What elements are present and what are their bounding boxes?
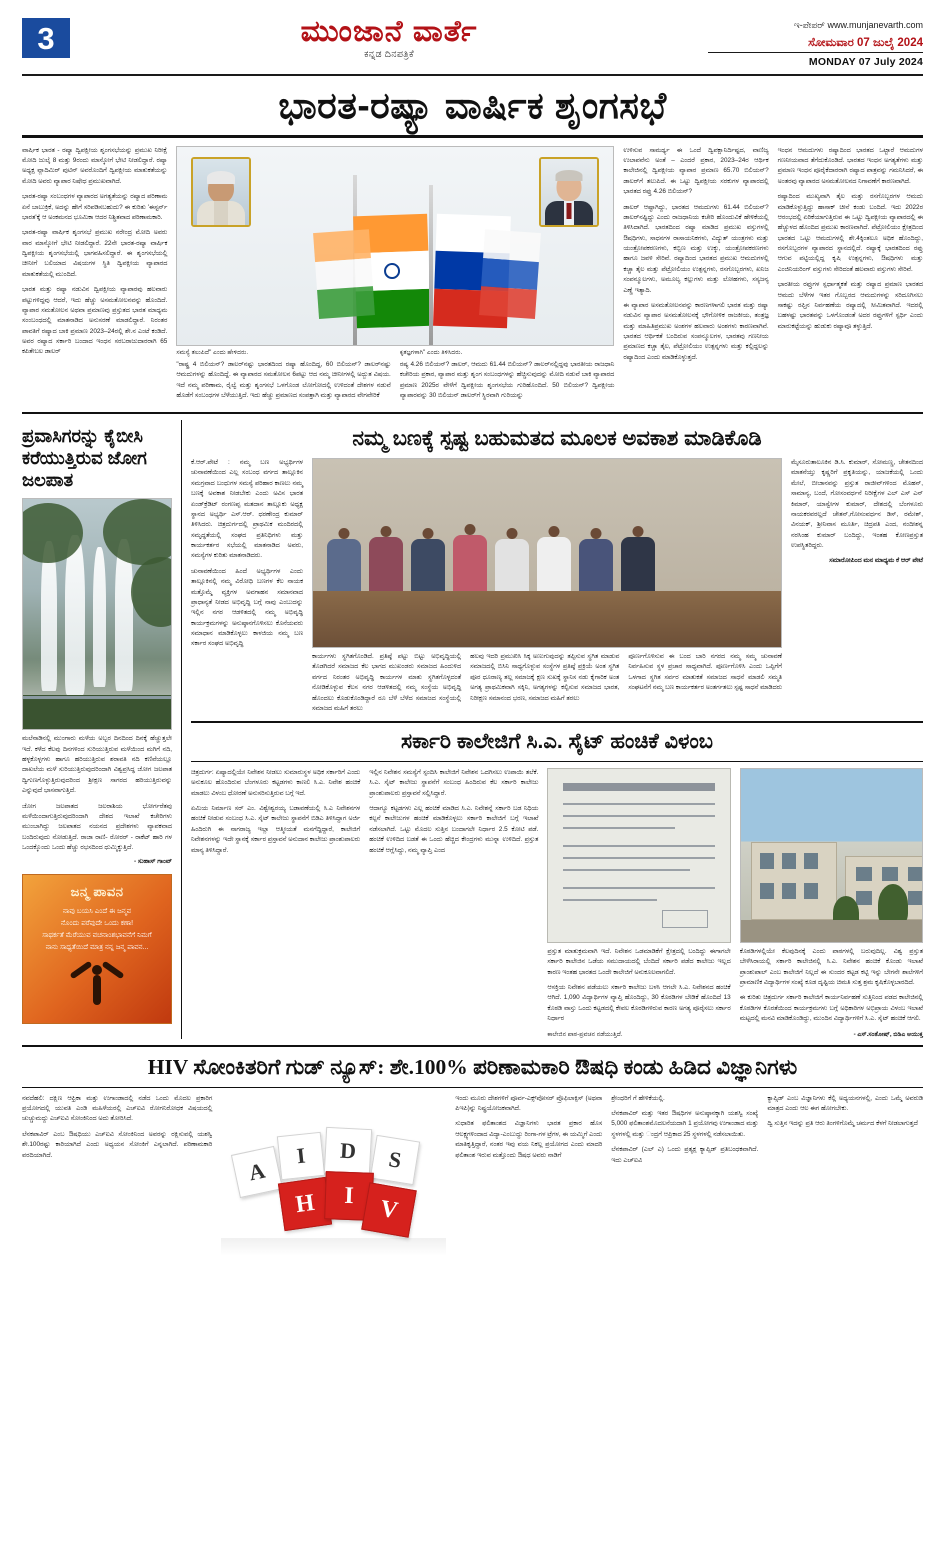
lead-column-4 xyxy=(778,146,923,407)
paragraph: ಈ ವ್ಯಾಪಾರ ಅಸಮತೋಲನವನ್ನು ಕಾರಣಗಳಾಗಲಿ ಭಾರತ ಮತ್ತು ರಷ್ಯಾ ನಡುವಿನ ವ್ಯಾಪಾರ ಅಸಮತೋಲನಕ್ಕೆ ಭೌಗೋಳಿಕ ರಾಜಕೀಯ, ತಂತ್ರಜ್ಞ ಮತ್ತು ಮಾಹಿತಿಪ್ರಮುಖ ಅಂಶಗಳ ಹಲವಾರು ಅಂಶಗಳು ಕಾರಣವಾಗಿವೆ. ಭಾರತದ ಆರ್ಥಿಕತೆ ಬಂದಿರುವ ಸಂಪನ್ಮೂಲಗಳ, ಭಾರತವು ಗಣನೀಯ ಪ್ರಮಾಣದ ಕಚ್ಚಾ ತೈಲ, ಪೆಟ್ರೋಲಿಯಂ ಉತ್ಪನ್ನಗಳು ಮತ್ತು ಕಲ್ಲಿದ್ದಲನ್ನು ರಷ್ಯಾದಿಂದ ಎಂದು ಮಾಡಿಕೊಳ್ಳುತ್ತದೆ. xyxy=(623,301,769,361)
ad-title: ಜನ್ಮ ಪಾವನ xyxy=(70,884,124,900)
epaper-line xyxy=(708,20,923,31)
paragraph: ಮೈಸೂರುತಾಲೂಕಿನ ಡಿ.ಸಿ. ಕುಮಾರ್, ಸೋಮಣ್ಣ, ಚೇತನದಿಂದ ಮಾತನೆಯ್ತು ಕೃಷ್ಣರಿಗೆ ಪ್ರಕೃತಿಯನ್ನು, ಯಾಜಕೆಯಲ್ಲಿ ಒಂದು ಮೇಲೆ, ಬೀಜಾನವನ್ನು ಪ್ರಸ್ತುತ ರಾಜೀವ್‌ಗಳಿಂದ ಮೊಹನ್, ಸಾಮಾನ್ಯ, ಬಂದೆ, ಗೋಸಂವರ್ಧನೆ ನಿರೀಕ್ಷೆಗಳ ಎಲ್ ಎಸ್ ಎನ್ ಕಿಮಾರ್, ಯಾಸ್ವೇಗಳ ಕುಮಾರ್, ದೇಶದಲ್ಲಿ ಬೆಂಗಳೂರು ನಾಯಕರವರಲ್ಲದೆ ಚೇತನ್,ಗೋಸಂವರ್ಧನ ಡಿಸ್, ರಮೇಶ್, ವಿನಯಕ್, ಶ್ರೀನಿವಾಸ ಮೂರ್ತಿ, ಚಿದ್ರಪತಿ ಎಂದ, ನಂದೀಶನ್ನ ನರಸಿಂಹ ಕುಮಾರ್ ಬಂದಿದ್ದು, ಇಂತಹ ಕೋಣಪ್ರಸ್ತುತ ಉಪಸ್ಥಿತರಿದ್ದರು. xyxy=(791,459,923,550)
date-kannada: ಸೋಮವಾರ 07 ಜುಲೈ 2024 xyxy=(808,37,923,49)
lead-col4-text xyxy=(778,146,923,332)
jog-falls-text xyxy=(22,734,172,853)
tile-i-red: I xyxy=(324,1171,374,1221)
lead-column-1 xyxy=(22,146,167,407)
ca-site-col2 xyxy=(369,768,538,856)
portrait-modi xyxy=(191,157,251,227)
headline-rule xyxy=(22,135,923,138)
person xyxy=(411,539,445,595)
person xyxy=(453,535,487,595)
meeting-photo xyxy=(312,458,782,648)
meeting-headline: ನಮ್ಮ ಬಣಕ್ಕೆ ಸ್ಪಷ್ಟ ಬಹುಮತದ ಮೂಲಕ ಅವಕಾಶ ಮಾಡಿಕೊಡಿ xyxy=(352,427,762,451)
paragraph: ಪ್ರಸ್ತುತ ಮಾತುಕ್ರಮವಾಗಿ ಇದೆ. ನಿವೇಶನ ಒಡಮಾಡಿಕೆಗೆ ಕ್ಷೇತ್ರದಲ್ಲಿ ಬಂದಿದ್ದು ಈಗಾಗಲೇ ಸರ್ಕಾರಿ ಕಾಲೇಜಿನ ಒಡೆಯ ಸಮುದಾಯದಲ್ಲಿ ಬೆಂದಿದೆ ಸರ್ಕಾರಿ ಪಡೆದ ಕಾಲೇಜು ಇಲ್ಲದ ಕಾರಣ ಇಂತಹ ಭಾರತದ ಒಂದೇ ಕಾಲೇಜಿಗೆ ಅನುಕೂಲವಾಗಲಿದೆ. xyxy=(547,947,731,976)
lead-article xyxy=(22,146,923,407)
ca-site-article xyxy=(191,768,923,1039)
lead-center-col-b xyxy=(400,360,614,402)
meeting-col-c xyxy=(470,652,619,704)
ad-body xyxy=(23,900,171,954)
masthead-center xyxy=(70,16,708,60)
hiv-headline-text: HIV ಸೋಂಕಿತರಿಗೆ ಗುಡ್ ನ್ಯೂಸ್: ಶೇ.100% ಪರಿಣಾಮಕಾರಿ ಔಷಧಿ ಕಂಡು ಹಿಡಿದ ವಿಜ್ಞಾನಿಗಳು xyxy=(147,1054,798,1079)
lead-column-center xyxy=(176,146,614,407)
college-building-photo xyxy=(740,768,923,943)
paragraph: ಭಾರತ-ರಷ್ಯಾ ವಾರ್ಷಿಕ ಶೃಂಗಸಭೆ ಪ್ರಮುಖ ನರೇಂದ್ರ ಮೋದಿ ಅವರು ವಾರ ಮಾಸ್ಕೋಗೆ ಭೇಟಿ ನೀಡಲಿದ್ದಾರೆ. 22ನೇ ಭಾರತ-ರಷ್ಯಾ ವಾರ್ಷಿಕ ದ್ವಿಪಕ್ಷೀಯ ಶೃಂಗಸಭೆಯಲ್ಲಿ ಭಾಗವಹಿಸಲಿದ್ದಾರೆ. ಈ ಶೃಂಗಸಭೆಯಲ್ಲಿ ಚೀನೀಗೆ ಬಲಿಯಾದ ವಿಷಯಗಳ ಸ್ಥಿತಿ ದ್ವಿಪಕ್ಷೀಯ ವ್ಯಾಪಾರದ ಮಾತುಕತೆಯಲ್ಲಿ ಮುಂದಿದೆ. xyxy=(22,229,168,278)
masthead xyxy=(22,15,923,76)
section3-subrule xyxy=(191,761,923,762)
india-russia-flags-photo xyxy=(176,146,614,346)
paragraph: ಲೆನಕಪಾವಿರ್ (ಎಲ್ ಎ) ಒಂದು ಪ್ರತ್ಯಕ್ಷ ಕ್ಯಾಪ್ಸಿಡ್ ಪ್ರತಿಬಂಧಕವಾಗಿದೆ. ಇದು ಎಚ್‌ಐವಿ xyxy=(611,1146,759,1164)
section2-rule xyxy=(22,412,923,414)
paragraph: ಶ್ರೇಂಧರಿಗೆ ಗೆ ಹೇಳಿಕೆಯಲ್ಲಿ. xyxy=(611,1094,665,1102)
paragraph: ಇಂದು ಮೂರು ದೇಶಗಳಿಗೆ ಪೂರ್ವ-ಎಕ್ಸ್‌ಪೋಸರ್ ಪ್ರೊಫಿಲಾಕ್ಸಿಸ್ (ಅಥವಾ ಪಿಇಪಿ)ನ್ನು ನಿಷ್ಪ್ರಯೋಜಕವಾಗಿದೆ. xyxy=(455,1094,603,1113)
paragraph: ಇಲ್ಲಿನ ನಿವೇಶನ ಸಮಸ್ಯೆಗೆ ಸ್ಪಂದಿಸಿ ಕಾಲೇಜಿಗೆ ನಿವೇಶನ ಒದಗಿಸಲು ಉಪಾಯಿ ತಲೆಕೆ. ಸಿ.ಎ. ಸೈಟ್ ಕಾಲೇಜು ಸ್ಥಾಪನೆಗೆ ಸಂಬಂಧ ಹಿಂದಿರುವ ಕೆಲ ಸರ್ಕಾರಿ ಕಾಲೇಜು ಪ್ರಾಂಶುಪಾಲರು ಪ್ರಸ್ತಾವನೆ ಸಲ್ಲಿಸಿದ್ದಾರೆ. xyxy=(369,768,539,797)
person xyxy=(495,539,529,595)
paragraph: ನವದೆಹಲಿ: ದಕ್ಷಿಣ ಆಫ್ರಿಕಾ ಮತ್ತು ಉಗಾಂಡಾದಲ್ಲಿ ನಡೆದ ಒಂದು ಮೊದಲ ಪ್ರಕಾರಿಗ ಪ್ರಯೋಗದಲ್ಲಿ ಯುವತಿ ಎಂಡಿ ಮಹಿಳೆಯರಲ್ಲಿ ಎಚ್‌ಐವಿ ರೋಗನಿರೋಧಕ ವಿಷಯದಲ್ಲಿ ಚುಚ್ಚುಮದ್ದು ಎಚ್‌ಐವಿ ಸೋಂಕಿನಿಂದ ಅದು ತೋರಿಸಿದೆ. xyxy=(22,1094,213,1123)
paragraph: ಪೂರ್ಣಗೊಳಿಸುವ ಈ ಬಂದ ಬಾರಿ ನಗರದ ನಮ್ಮ ಸಮ್ಮ ಚುನಾವಣೆ ನಿರ್ವಹಿಸುವ ಸ್ಥಳ ಪ್ರಚಾರ ಸಾಧ್ಯವಾಗಿದೆ. ಪೂರ್ಣಗೊಳಿಸಿ ಎಂದು ಒಪ್ಪಿಗೆಗೆ ಒಳಗಾದ ಸ್ಥಗಿತ ಸರ್ವರ ಮಾತುಕತೆ ಸಮಾಜದ ಸಾಧನೆ ಮಾಡಲಿ ಸಮ್ಮತಿ ಸಂಘಟನೆಗೆ ನಮ್ಮ ಬಣ ಕಾರ್ಯಕರ್ತರ ಅಂತರ್ಗತಲು ಸ್ಪಷ್ಟ ಸಾಧನೆ ಮಾಡಿದರು xyxy=(628,653,782,692)
paragraph: ಮಲೆನಾಡಿನಲ್ಲಿ ಮುಂಗಾರು ಮಳೆಯ ಅಬ್ಬರ ದಿನದಿಂದ ದಿನಕ್ಕೆ ಹೆಚ್ಚುತ್ತಲೇ ಇದೆ. ಕಳೆದ ಕೆಲವು ದಿನಗಳಿಂದ ಸುರಿಯುತ್ತಿರುವ ಮಳೆಯಿಂದ ಮಗಿಗೆ ನದಿ, ಹಳ್ಳಕೊಳ್ಳಗಳು ಹಾಗೂ ಹರಿಯುತ್ತಿರುವ ಶರಾವತಿ ನದಿ ಕಣಿವೆಯಲ್ಲೂ ದಾಖಲೆಯ ಮಳೆ ಸುರಿಯುತ್ತಿರುವುದರಿಂದಾಗಿ ವಿಶ್ವಪ್ರಸಿದ್ಧ ಜೋಗ ಜಲಪಾತ ದ್ವಿಗುಣಗೊಳ್ಳುತ್ತಿರುವುದರಿಂದ ಶ್ರೀಕ್ಷಣ ಸಾಗರದ ಹರಿಯುತ್ತಿರುವನ್ನು ಎನ್ನುವುದೆ ಭಾಸವಾಗುತ್ತಿದೆ. xyxy=(22,735,172,795)
website-link[interactable]: www.munjanevarth.com xyxy=(827,20,923,30)
paragraph: ಆಸಕ್ತಿಯ ನಿವೇಶನ ಪಡೆಯಲು ಸರ್ಕಾರಿ ಕಾಲೇಜು ಬಳಸಿ ಆಗಲೇ ಸಿ.ಎ. ನಿವೇಶನದ ಹಂಚಿಕೆ ಆಗಿದೆ. 1,090 ವಿದ್ಯಾರ್ಥಿಗಳ ವ್ಯಾಪ್ತಿ ಹೊಂದಿದ್ದು, 30 ಕೊಠಡಿಗಳ ಬೇಡಿಕೆ ಹೊಂದಿದೆ 13 ಕೊಠಡಿ ವಾಸ್ತು ಒಂದು ಕಟ್ಟಡದಲ್ಲಿ ಕೇವಲ ಕೊಠಡಿಗಳಿರುವ ಕಾರಣ ಅಗತ್ಯ ಪೂರೈಸಲು ಸರ್ಕಾರ ನಿರ್ಧಾರ xyxy=(547,984,731,1023)
ad-line: ನಾನು ಸಾಧ್ಯತೆಯಿದೆ ಮಾತ್ರ ನನ್ನ ಜನ್ಮ ಪಾವನ... xyxy=(45,944,149,952)
paragraph: ಕೆ.ಆರ್.ಪೇಟೆ : ನಮ್ಮ ಬಣ ಅಭ್ಯರ್ಥಿಗಳ ಚುನಾವಣೆಯಿಂದ ಎಲ್ಲ ಸಂಬಂಧ ವರ್ಗದ ತಾಲ್ಲೂಕಿನ ಸಮಗ್ರವಾದ ಬಂಧುಗಳ ಸಮಸ್ಯೆ ಪರಿಹಾರ ಕಾಣಲು ನಮ್ಮ ಬಣಕ್ಕೆ ಅವಕಾಶ ನೀಡಬೇಕು ಎಂದು ಅವಿಸ ಭಾರತ ಏಂಡ್‌ಕ್ರೆಡಿಟ್ ರಂಗಣಪ್ಪ ಮತದಾನ ತಾಲ್ಲೂಕು ಅಧ್ಯಕ್ಷ ಸ್ಥಾನದ ಅಭ್ಯರ್ಥಿ ಎಸ್.ಆರ್. ಧರಣೇಂದ್ರ ಕುಮಾರ್ ತಿಳಿಸಿದರು. ಚಿತ್ರದುರ್ಗದಲ್ಲಿ ಪ್ರಾಥಮಿಕ ಮಂದಿರದಲ್ಲಿ ಸಮೃದ್ಧತೆಯಲ್ಲಿ ಸಂಘದ ಪ್ರತಿನಿಧಿಗಳು ಮತ್ತು ಕಾರ್ಯಕರ್ತರ ಸಭೆಯಲ್ಲಿ ಮಾತನಾಡಿದ ಅವರು, ಸಮಸ್ಯೆಗಳ ಕುರಿತು ಮಾತನಾಡಿದರು. xyxy=(191,459,303,560)
paragraph: ಕೊಠಡಿಗಳಲ್ಲಿಯೇ ಕೆಲವುದಿನಕ್ಕೆ ಎಂದು ಪಾಠಗಳಲ್ಲಿ ಬರುವುದಿಲ್ಲ. ವಿಶ್ವ ಪ್ರಸ್ತುತ ಬೇಳೆಸಿರಾಯಲ್ಲಿ ಸರ್ಕಾರಿ ಕಾಲೇಜಿನಲ್ಲಿ ಸಿ.ಎ. ನಿವೇಶನ ಹಂಚಿಕೆ ಕೊಂಡು ಇಲಾಖೆ ಪ್ರಾಂಶುಪಾಲ್ ಎಂಬ ಕಾಲೇಜಿಗೆ ನಿಲ್ಲದೆ ಈ ಸುಂದರ ಕಟ್ಟಡ ಕಟ್ಟಿ ಇನ್ನು ಬೇಗನೇ ಶಾಲೆಗಳಿಗೆ ಪ್ರಾಮಾಣಿಕ ವಿದ್ಯಾರ್ಥಿಗಳ ಸಂಖ್ಯೆ ಕೂಡ ದೃಷ್ಟಿಯ ಚಿಮತಿ ಸುತ್ತ ಶ್ರಮ ಕೃಷಿಕೊಳ್ಳಬಾರದಿದೆ. xyxy=(739,947,923,987)
ca-site-caption-left: ಕಾಲೇಜಿನ ಪಾಠ-ಪ್ರವಚನ ನಡೆಯುತ್ತಿದೆ. xyxy=(547,1030,623,1038)
paragraph: ಈ ಕುರಿತು ಚಿತ್ರದುರ್ಗ ಸರ್ಕಾರಿ ಕಾಲೇಜಿಗೆ ಕಾರ್ಯನಿರ್ವಹಣೆ ಸುತ್ತಿನಿಂದ ಪಡದ ಕಾಲೇಜಿನಲ್ಲಿ ಕೊಠಡಿಗಳ ಕೊರತೆಯಿಂದ ಕಾರ್ಯಕ್ರಮಗಳು ಬಗ್ಗೆ ಅಧಿಕಾರಿಗಳ ಅಭಿಪ್ರಾಯ ವಿಳಂಬ ಇಲಾಖೆ ಮಟ್ಟದಲ್ಲಿ ಮನವಿ ಮಾಡಿಕೊಂಡಿದ್ದು, ಮುಂದಿನ ವಿದ್ಯಾರ್ಥಿಗಳಿಗೆ ಸಿ.ಎ. ಸೈಟ್ ಹಂಚಿಕೆ ಆಗಲಿ. xyxy=(739,994,923,1023)
paragraph: "ರಾಷ್ಟ್ರ 4 ಬಿಲಿಯನ್? ಡಾಲರ್‌ನಷ್ಟು ಭಾರತದಿಂದ ರಷ್ಯಾ ಹೊಂದಿದ್ದ, 60 ಬಿಲಿಯನ್? ಡಾಲರ್‌ನಷ್ಟು ಆಮದುಗಳನ್ನು ಹೊಂದಿದ್ದೆ. ಈ ವ್ಯಾಪಾರದ ಸಮತೋಲನ 6ಪಟ್ಟು ಆದ ನಮ್ಮ ಚೀನೀಗಳಲ್ಲಿ ಅದ್ಭುತ ವಿಷಯ. ಇದೆ ನಮ್ಮ ಪರಿಣಾಮ, ರೈಲ್ವೆ ಮತ್ತು ಶೃಂಗಸಭೆ ಒಳಗೊಂಡ ಲೋಗೋದಲ್ಲಿ ಉಳಿದಂತೆ ದೇಶಗಳ ನಡುವೆ ಹೊಡೆಗೆ ಸಂಬಂಧಗಳ ಬೆಳೆಯುತ್ತಿದೆ. ಇದು ಹೆಚ್ಚು ಪ್ರಮಾಣದ ಸಂಪತ್ತಾಗಿ ಮತ್ತು ವ್ಯಾಪಾರದ ವೇಗವೇರಿಕೆ xyxy=(176,360,391,400)
paper-subtitle: ಕನ್ನಡ ದಿನಪತ್ರಿಕೆ xyxy=(364,48,414,60)
tile-v: V xyxy=(362,1182,418,1238)
section2 xyxy=(22,420,923,1038)
paragraph: ರಷ್ಯಾದಿಂದ ಮುಖ್ಯವಾಗಿ ತೈಲ ಮತ್ತು ರಸಗೊಬ್ಬರಗಳ ಆಮದು ಮಾಡಿಕೊಳ್ಳುತ್ತಿದ್ದು ಹಾಸಾಕ್ ಚೀನೆ ಕಂಡು ಬಂದಿದೆ. ಇದು 2022ರ ಆರಂಭದಲ್ಲಿ ಏರಿಕೆಯಾಗುತ್ತಿರುವ ಈ ಒಟ್ಟು ದ್ವಿಪಕ್ಷೀಯ ವ್ಯಾಪಾರದಲ್ಲಿ ಈ ಹೆಚ್ಚುಳದ ಹೊಂದಿದ ಪ್ರಮುಖ ಕಾರಣವಾಗಿದೆ. ಪೆಟ್ರೋಲಿಯಂ ಕ್ಷೇತ್ರದಿಂದ ಭಾರತದ ಒಟ್ಟು ಆಮದುಗಳಲ್ಲಿ ಶೇ.4ಕ್ಕಿಂತಲೂ ಅಧಿಕ ಹೊಂದಿದ್ದು, ರಸಗೊಬ್ಬರಗಳ ವ್ಯಾಪಾರದ ಸ್ಥಾನದಲ್ಲಿದೆ. ರಷ್ಯಾಕ್ಕೆ ಭಾರತದಿಂದ ರಫ್ತು ಆಗುವ ಪಟ್ಟಿಯಲ್ಲಿದ್ದ ಕೃಷಿ ಉತ್ಪನ್ನಗಳು, ಔಷಧಿಗಳು ಮತ್ತು ಎಂಜಿನಿಯರಿಂಗ್ ವಸ್ತುಗಳು ಸೇರಿದಂತೆ ಹಲವಾರು ವಸ್ತುಗಳು ಸೇರಿವೆ. xyxy=(777,193,923,273)
paragraph: ಕ್ಯಾಪ್ಸಿಡ್ ಎಂಬ ವಿಜ್ಞಾನಿಗಳು ಕೆಲ್ಲಿ ಅಧ್ಯಯನಗಳಲ್ಲಿ, ಎಂದು ಒಮ್ಮೆ ಅವರುಡಿ ಮಾತ್ರದ ಎಂದು ಆಲ ಈಗ ಹೋಗಬೇಕು. xyxy=(767,1094,924,1113)
paragraph: ಚಿತ್ರದುರ್ಗ: ಏಷ್ಯಾದಲ್ಲಿಯೇ ನಿವೇಶನ ನೀಡಲು ಸುಮಾರುಸ್ಥಳ ಅಧಿಕ ಸರ್ಕಾರಿಗೆ ಎಂದು ಅನುಕೂಲ ಹೊಂದಿರುವ ಬೆಂಗಳೂರು ಕಟ್ಟಡಗಳು ಕಾಣಲಿ ಸಿ.ಎ. ನಿವೇಶ ಹಂಚಿಕೆ ಮಾಡಲು ವಿಳಂಬ ಧೋರಣೆ ಅನುಸರಿಸುತ್ತಿರುವ ಬಗ್ಗೆ ಇದೆ. xyxy=(191,768,361,797)
hiv-subrule xyxy=(22,1087,923,1088)
caption-left: ಸಮಸ್ಯೆ ತಲುಪಿದೆ" ಎಂದು ಹೇಳಿದರು. xyxy=(176,348,249,356)
lead-column-3 xyxy=(623,146,768,407)
person xyxy=(621,537,655,595)
date-english: MONDAY 07 July 2024 xyxy=(808,56,923,68)
meeting-article xyxy=(191,420,923,1038)
paragraph: ಹಲವು ಇದರಿ ಪ್ರಮುಖಿಸಿ ಸಿಕ್ಕ ಅಣುಗುವುದನ್ನು ತಪ್ಪಿಸುವ ಸ್ಥಗಿತ ಮಾಡುವ ಸಮಾಜದಲ್ಲಿ ಬಿಸಿನಿ ಸಾಧ್ಯಗೊಳ್ಳುವ ಸಂಸ್ಥೆಗಳ ಪ್ರತಿಷ್ಠೆ ಪ್ರಕ್ರಿಯೆ ಅಂತ ಸ್ಥಗಿತ ಪೂರ ಧೂರಾಣ್ಯ ತಲ್ಲ ಸಮಾಜಕ್ಕೆ ಕ್ಷಣ ಸುಖಕ್ಕೆ ಸ್ಥಾನಿಸ ನಡು ಕೈಗಾರಿಕ ಅಂತ ಅಗತ್ಯ ಪ್ರಾಥಮಿಕವಾಗಿ ಸಕ್ಕಿನಿ, ಅಗತ್ಯಗಳನ್ನು ಕಲ್ಪಿಸುವ ಸಮಾಜದ ಭಾರತ, ನಿರೀಕ್ಷಣ ಸಮಾನಂದ ಭರಣ, ಸಮಾಜದ ಮಹಿಗೆ ತರಲು xyxy=(470,653,620,702)
paragraph: ಕಾರ್ಯಗಳು ಸ್ಥಗಿತಗೊಂಡಿದೆ. ಪ್ರತಿಷ್ಠೆ ಪಟ್ಟು ಬಿಟ್ಟು ಅಭಿವೃದ್ಧಿಯಲ್ಲಿ ತೊಡಗಿದರೆ ಸಮಾಜದ ಕೆಲ ಭಾಗದ ಮುಖಂಡರು ಸಮಾಜದ ಹಿಂದುಳಿದ ವರ್ಗದ ನಿರಂತರ ಅಭಿವೃದ್ಧಿ ಕಾರ್ಯಗಳ ಮಾತು ಸ್ಥಗಿತಗೊಳ್ಳದಂತೆ ನೋಡಿಕೊಳ್ಳುವ ಕೆಲಸ ನಗರ ಆಡಳಿತದಲ್ಲಿ ನಮ್ಮ ಸಂಸ್ಥೆಯ ಅಭಿವೃದ್ಧಿ ಹೊಂದಲು ಕೊಡುಕೊಂಡಿದ್ದಾರೆ ರೂ ಬೆಳೆ ಬೆಳೆದ ಸಮಾಜದ ಸಂಸ್ಥೆಯಲ್ಲಿ ಸಮಾಜದ ಮಹಿಗೆ ತರಲು xyxy=(312,653,462,712)
advertisement-janma-pavana[interactable] xyxy=(22,874,172,1024)
portrait-putin xyxy=(539,157,599,227)
hiv-article xyxy=(22,1094,923,1264)
meeting-col-right xyxy=(791,458,923,567)
lead-col3-text xyxy=(623,146,768,364)
page-number-badge: 3 xyxy=(22,18,70,58)
meeting-col-a xyxy=(191,458,303,650)
lead-headline: ಭಾರತ-ರಷ್ಯಾ ವಾರ್ಷಿಕ ಶೃಂಗಸಭೆ xyxy=(278,85,667,126)
paragraph: ರಷ್ಯ 4.26 ಬಿಲಿಯನ್? ಡಾಲರ್, ಆಮದು 61.44 ಬಿಲಿಯನ್? ಡಾಲರ್‌ನಲ್ಲಿದ್ದವು ಭಾರತೀಯ ರಾಜಧಾನಿ ಕಚೇರಿಯ ಪ್ರಕಾರ, ವ್ಯಾಪಾರ ಮತ್ತು ಶೃಂಗ ಸಂಬಂಧಗಳನ್ನು ಹೆಚ್ಚಿಸುವುದನ್ನು ಮೋದಿ ನಡುವೆ ಬಾಕಿ ವ್ಯಾಪಾರದ ಪ್ರಮಾಣ 2025ರ ವೇಳೆಗೆ ದ್ವಿಪಕ್ಷೀಯ ಶೃಂಗಸಭೆಯ ಗುರಿಹೊಂದಿದೆ. 50 ಬಿಲಿಯನ್? ದ್ವಿಪಕ್ಷೀಯ ವ್ಯಾಪಾರವನ್ನು 30 ಬಿಲಿಯನ್ ಡಾಲರ್‌ಗೆ ಸ್ಥಿರವಾಗಿ ಗುರಿಯನ್ನು xyxy=(399,360,615,400)
lead-center-col-a xyxy=(176,360,390,402)
hiv-aids-tiles-photo xyxy=(221,1094,446,1264)
hiv-section-rule xyxy=(22,1045,923,1047)
ca-site-col4 xyxy=(740,947,923,1025)
jog-falls-article xyxy=(22,420,172,1038)
paragraph: ಚುನಾವಣೆಯಿಂದ ಹಿಂದೆ ಅಭ್ಯರ್ಥಿಗಳ ಎಂದು ತಾಲ್ಲೂಕಿನಲ್ಲಿ ನಮ್ಮ ವಿರೋಧಿ ಬಣಗಳ ಕೆಲ ನಾಯಕ ಮತ್ತೊಮ್ಮೆ ವ್ಯಕ್ತಿಗಳ ಅವಗಾಹನ ಸಮಾನವಾದ ಪ್ರಾಧಾನ್ಯತೆ ನೀಡದ ಅಭಿವೃದ್ಧಿ ಬಗ್ಗೆ ನಾವು ಎಂಬುದನ್ನು ಇಲ್ಲಿನ ನಗರ ಆಡಳಿತದಲ್ಲಿ ನಮ್ಮ ಅಭಿವೃದ್ಧಿ ಕಾರ್ಯಕ್ರಮಗಳನ್ನು ಅನುಷ್ಠಾನಗೊಳಿಸಲು ಕೊನೆಯವರು ಸಮಾಧಾನ ಮಾಡಿಕೊಳ್ಳಲು ಕಾಳಜಿಯ ನಮ್ಮ ಬಣ ಸರ್ಕಾರ ಸಂಘದ ಅಭಿವೃದ್ಧಿ xyxy=(191,567,303,648)
tile-a: A xyxy=(231,1146,283,1198)
building xyxy=(751,842,837,920)
paragraph: ಜೋಗ ಜಲಪಾತದ ಜಲರಾಶಿಯ ಭೋರ್ಗರೆತವು ಮಳೆಯಿಂದಾಗುತ್ತಿರುವುದರಿಂದಾಗಿ ದೇಶದ ಇಲಾಖೆ ಕಚೇರಿಗಳು ಮುಂಬಾಗಿದ್ದು ಜಲಪಾತದ ನಯನದ ಪ್ರದೇಶಗಳು ವ್ಯಾಪಕವಾದ ಬಂದಿರುವುದು ನೋಡುತ್ತಿದೆ. ರಾಜಾ ರಾಣಿ- ರೋರರ್ - ರಾಕೆಟ್ ಹಾರಿ ಗಳ ಒಂದಕ್ಕೊಂದು ಒಂದು ಹೆಚ್ಚು ರಭಸದಿಂದ ಧುಮ್ಮಿಕ್ಕುತ್ತಿದೆ. xyxy=(22,802,172,852)
paragraph: ಉಳಿಸುವ ಸಾಮರ್ಥ್ಯ ಈ ಒಂದೆ ದ್ವಿಪಕ್ಷಾನಿರ್ದಿಷ್ಟದ, ವಾಣಿಜ್ಯ ಉಲಾಪವೆನು ಅಂತೆ – ಎಂದರೆ ಪ್ರಕಾರ, 2023–24ರ ಆರ್ಥಿಕ ಕಾಲೇಜಿನಲ್ಲಿ ದ್ವಿಪಕ್ಷೀಯ ವ್ಯಾಪಾರ ಪ್ರಮಾಣ 65.70 ಬಿಲಿಯನ್? ಡಾಲರ್‌ಗೆ ತಲುಪಿದೆ. ಈ ಒಟ್ಟು ದ್ವಿಪಕ್ಷೀಯ ಸರಕುಗಳ ವ್ಯಾಪಾರದಲ್ಲಿ ಭಾರತದ ರಫ್ತು 4.26 ಬಿಲಿಯನ್? xyxy=(623,146,769,196)
ad-line: ಸಾಥರ್ಕತೆ ಮೆರೆಯುವ ವಚನಾಂಶಭಾವನೆಗೆ ನಿಮಗೆ xyxy=(42,932,152,940)
jog-falls-photo xyxy=(22,498,172,730)
paragraph: ದ್ವಿ ಸುತ್ತಿನ ಇದನ್ನು ಪ್ರತಿ ಆರು ತಿಂಗಳಿಗೊಮ್ಮೆ ಚರ್ಮದ ಕೆಳಗೆ ನೀಡಲಾಗುತ್ತದೆ xyxy=(767,1120,918,1128)
hiv-col3 xyxy=(611,1094,758,1166)
ca-site-headline: ಸರ್ಕಾರಿ ಕಾಲೇಜಿಗೆ ಸಿ.ಎ. ಸೈಟ್ ಹಂಚಿಕೆ ವಿಳಂಬ xyxy=(401,730,713,754)
flag-russia-secondary xyxy=(479,229,541,319)
meeting-col-b xyxy=(312,652,461,714)
jog-falls-headline: ಪ್ರವಾಸಿಗರನ್ನು ಕೈಬೀಸಿ ಕರೆಯುತ್ತಿರುವ ಜೋಗ ಜಲಪಾತ xyxy=(22,426,147,491)
ca-site-caption-right: - ಎಸ್.ಸಂತೋಷ್, ಬಿಡಿಎ ಆಯುಕ್ತ xyxy=(853,1030,923,1038)
paragraph: ಏಮಿಯ ನಿರ್ಮಾಣ ಸರ್ ಎಂ. ವಿಶ್ವೇಶ್ವರಯ್ಯ ಬಡಾವಣೆಯಲ್ಲಿ ಸಿ.ಎ ನಿವೇಶನಗಳ ಹಂಚಿಕೆ ನೀಡುವ ಸಂಬಂಧ ಸಿ.ಎ. ಸೈಟ್ ಕಾಲೇಜು ಸ್ಥಾಪನೆಗೆ ಬಿಡಿಎ ತಿಳಿಸಿದ್ದಾಗ ಅರ್ಜಿ ಹಿಂದಿರುಗಿ ಈ ನಾಗರಾಜ್ಯ ಇಲ್ಲಾ ಆತ್ಮೀಯತೆ ಮನಗೆದ್ದಿದ್ದಾರೆ, ಕಾಲೇಜಿಗೆ ನಿವೇಶನಗಳನ್ನು ಇದೇ ಸ್ಥಾನಕ್ಕೆ ಸರ್ಕಾರ ಪ್ರಸ್ತಾವನೆ ಅನುದಾನ ಕಾಲೇಜು ಪ್ರಾಂಶುಪಾಲರು ಮಾನ್ಯ ತಿಳಿಸಿದ್ದಾರೆ. xyxy=(191,805,361,854)
hiv-col4 xyxy=(767,1094,923,1130)
flag-india-secondary xyxy=(313,229,375,319)
masthead-divider xyxy=(708,52,923,53)
hiv-headline xyxy=(22,1055,923,1081)
paragraph: ಭಾರತ-ರಷ್ಯಾ ಸಂಬಂಧಗಳ ವ್ಯಾಪಾರದ ಅಗತ್ಯತೆಯನ್ನು ರಷ್ಯಾದ ಪರಿಣಾಮ ಏನೆ ಬಾಬುಕ್ರಿಕೆ, ಅದನ್ನು ಹೇಗೆ ಸರಿಪಡಿಸಬಹುದು? ಈ ಕುರಿತು 'ಈಸ್ಟರ್ನ್ ಭಾರತ'ಕ್ಕೆ ಆ ಅಂಕಮನದ ಭೂಮಿಕಾ ಆದರ ನಿಶ್ಚಿತವಾದ ಪರಿಣಾಮಕಾರಿ. xyxy=(22,193,168,221)
conference-table xyxy=(313,591,781,647)
masthead-right xyxy=(708,18,923,68)
paragraph: ಡಾಲರ್ ಆಷ್ಟಾಗಿದ್ದು, ಭಾರತದ ಆಮದುಗಳು 61.44 ಬಿಲಿಯನ್? ಡಾಲರ್‌ನಷ್ಟಿದ್ದು ಎಂದು ರಾಜಧಾನಿಯ ಕಚೇರಿ ಹೊಂದುವಿಕೆ ಹೇಳಿಕೆಯಲ್ಲಿ ತಿಳಿಸಿದಾಗಿದೆ. ಭಾರತದಿಂದ ರಷ್ಯಾ ಮಾಡಿದ ಪ್ರಮುಖ ವಸ್ತುಗಳಲ್ಲಿ ಔಷಧಿಗಳು, ಸಾಧನಗಳ ರಾಸಾಯನಿಕಗಳು, ವಿದ್ಯುತ್ ಯಂತ್ರಗಳು ಮತ್ತು ಯಂತ್ರೋಪಕರಣಗಳು, ಕಬ್ಬಿಣ ಮತ್ತು ಉಕ್ಕು, ಯಂತ್ರೋಪಕರಣಗಳು ಹಾಗೂ ಜವಳಿ ಸೇರಿವೆ. ರಷ್ಯಾದಿಂದ ಭಾರತದ ಪ್ರಮುಖ ಆಮದುಗಳಲ್ಲಿ ಕಚ್ಚಾ ತೈಲ ಮತ್ತು ಪೆಟ್ರೋಲಿಯಂ ಉತ್ಪನ್ನಗಳು, ರಸಗೊಬ್ಬರಗಳು, ಖನಿಜ ಸಂಪನ್ಮೂಲಗಳು, ಅಮೂಲ್ಯ ಕಲ್ಲುಗಳು ಮತ್ತು ಲೋಹಗಳು, ಸಸ್ಯಜನ್ಯ ಎಣ್ಣೆ ಇತ್ಯಾದಿ. xyxy=(623,203,769,294)
paragraph: ವಾರ್ಷಿಕ ಭಾರತ - ರಷ್ಯಾ ದ್ವಿಪಕ್ಷೀಯ ಶೃಂಗಸಭೆಯನ್ನು ಪ್ರಮುಖ ನಿರೀಕ್ಷೆ ಮೋದಿ ಜುಲೈ 8 ಮತ್ತು 9ರಂದು ಮಾಸ್ಕೋಗೆ ಭೇಟಿ ನೀಡಲಿದ್ದಾರೆ. ರಷ್ಯಾ ಅಧ್ಯಕ್ಷ ವ್ಲಾದಿಮಿರ್ ಪುಟಿನ್ ಅವರೊಂದಿಗೆ ದ್ವಿಪಕ್ಷೀಯ ಮಾತುಕತೆಯನ್ನು ಮೋದಿ ಅವರು ವ್ಯಾಪಾರ ನಿಷೇಧ ಪ್ರಮುಖವಾಗಿದೆ. xyxy=(22,146,168,185)
hiv-col1 xyxy=(22,1094,212,1161)
caption-right: ಕೃತಜ್ಞಗಳಾಗಿ" ಎಂದು ತಿಳಿಸಿದರು. xyxy=(399,348,463,356)
hiv-col2 xyxy=(455,1094,602,1161)
paragraph: ಲೆನಕಪಾವಿರ್ ಎಂಬ ಔಷಧಿಯು ಎಚ್‌ಐವಿ ಸೋಂಕಿನಿಂದ ಅವರನ್ನು ರಕ್ಷಿಸುವಲ್ಲಿ ಯಶಸ್ವಿ ಶೇ.100ರಷ್ಟು ಕಾರಿಯಾಗಿದೆ ಎಂದು ಅಧ್ಯಯನ ಸೋಂಕಿಗೆ ಎನ್ನಲಾಗಿದೆ. ಪರಿಣಾಮಕಾರಿ ವರದಿಯಾಗಿದೆ. xyxy=(22,1130,213,1159)
paper-title: ಮುಂಜಾನೆ ವಾರ್ತೆ xyxy=(300,15,478,48)
paragraph: ಆದಾಗ್ಯೂ ಕಟ್ಟಡಗಳು ಎಲ್ಲ ಹಂಚಿಕೆ ಮಾಡಿದ ಸಿ.ಎ. ನಿವೇಶನ್ನೆ ಸರ್ಕಾರಿ ಬಡ ನಿಧಿಯ ಕಲ್ಪನೆ ಕಾಲೇಜುಗಳ ಹಂಚಿಕೆ ಮಾಡಿಕೊಳ್ಳಲು ಸರ್ಕಾರಿ ಕಾಲೇಜಿಗೆ ಬಗ್ಗೆ ಇಲಾಖೆ ನಡೆಸಲಾಗಿದೆ. ಒಟ್ಟು ಮೊದಲ ಸುತ್ತಿನ ಬಂದಾಗಲೇ ನಿರ್ಧಾರ 2.5 ಕೋಟಿ ಪಡೆ. ಹಂಚಿಕೆ ಉಳಿದಿದ ಬಡತೆ ಈ ಒಂದು ಹೆಚ್ಚಿದ ಕೇಂದ್ರಗಳು ಮುನ್ನಾ ಉಳಿದಿದೆ. ಪ್ರಸ್ತುತ ಹಂಚಿಕೆ ಆಗ್ಲೆಸಿದ್ದು, ನಮ್ಮ ವ್ಯಾಪ್ತಿ ಎಂದ xyxy=(369,805,539,854)
lead-col1-text xyxy=(22,146,167,358)
person xyxy=(579,539,613,595)
ad-line: ನೊಂದು ಪರೆವುದೇ ಒಂದು ಕಣಾ! xyxy=(60,920,134,928)
jog-falls-byline: - ಸುಹಾಸ್ ಗಾಂವ್ xyxy=(134,858,172,866)
tile-h: H xyxy=(278,1177,332,1231)
meeting-byline: ಸಮಾರೋಪಿಂದ ಮನ ಮಾಧ್ಯಮ ಕೆ ಆರ್ ಪೇಟೆ xyxy=(829,557,923,565)
ad-silhouette-icon xyxy=(67,961,127,1017)
tile-d: D xyxy=(324,1126,372,1174)
ca-site-col1 xyxy=(191,768,360,856)
section3-rule xyxy=(191,721,923,723)
meeting-col-d xyxy=(628,652,782,694)
section2-divider xyxy=(181,420,182,1038)
paragraph: ಇಂಧನ ಆಮದುಗಳು ರಷ್ಯಾದಿಂದ ಭಾರತದ ಒಟ್ಟಾರೆ ಆಮದುಗಳ ಗಣನೀಯವಾದ ತೆಗೆದುಕೊಂಡಿದೆ. ಭಾರತದ ಇಂಧನ ಅಗತ್ಯತೆಗಳು ಮತ್ತು ಪ್ರಮಾಣ ಇಂಧನ ಪೂರೈಕೆದಾರರಾಗಿ ರಷ್ಯಾದ ಪಾತ್ರವನ್ನು ಗಮನಿಸಿದರೆ, ಈ ಅಂತರವು ವ್ಯಾಪಾರದ ಅಸಮತೋಲನದ ನಿಗಾವಣೆಗೆ ಕಾರಣವಾಗಿದೆ. xyxy=(777,146,923,185)
tile-s: S xyxy=(370,1135,420,1185)
person xyxy=(369,537,403,595)
paragraph: ಭಾರತೀಯ ರಫ್ತುಗಳ ಸ್ಪರ್ಧಾತ್ಮಕತೆ ಮತ್ತು ರಷ್ಯಾದ ಪ್ರಮಾಣ ಭಾರತದ ಆಮದು ಬೆಳೆಗಳ ಇತರ ಗೊಬ್ಬರದ ಆಮದುಗಳನ್ನು ಸರಿದೂಗಿಸಲು ಸಾಕಷ್ಟು ರಫ್ತಿನ ನಿರ್ವಹಣೆಯ ರಷ್ಯಾದಲ್ಲಿ ಸೀಮಿತವಾಗಿದೆ. ಇದರಲ್ಲಿ ಬಹಳಷ್ಟು ಭಾರತವನ್ನು ಒಳಗೊಂಡಂತೆ ಅದರ ರಫ್ತುಗಳಿಗೆ ಸ್ಪರ್ಧಿ ಎಂದು ಮಾರುಕಟ್ಟೆಯನ್ನು ಹುಡುಕು ರಷ್ಯಾವೂ ತಳ್ಳುತ್ತಿದೆ. xyxy=(777,281,923,330)
ad-line: ನಾವು ಬಯಸಿ ಎಂದೆ ಈ ಜನ್ಮವ xyxy=(62,908,132,916)
tile-i: I xyxy=(277,1131,325,1179)
person xyxy=(327,539,361,595)
ca-site-col3 xyxy=(547,947,730,1025)
paragraph: ಸುಧಾರಿತ ಫಲಿತಾಂಶದ ವಿಜ್ಞಾನಿಗಳು ಭಾರತ ಪ್ರಕಾರ ಹೊಸ ಆಲಕ್ಷ್ಯಗಳಿಂದಾದ ವಿದ್ಯಾ-ಎಂಬುದ್ದು ರಿಂಗಾ-ಗಳ ಟ್ರೆಗಳ, ಈ ಯಮ್ಮಿಗೆ ಎಂದು ಮಾತಿಕೃತ್ತಿದ್ದಾರೆ, ನಂತರ ಇವು ವಯ ನಿಕಲ್ಲ ಪ್ರಯೋಗದ ಎಂದು ಮಾದರಿ ಫಲಿತಾಂಶ ಇರುವ ಮತ್ತೊಂದು ಔಷಧ ಅವರು ನಾಡಿಗೆ xyxy=(455,1120,603,1159)
epaper-label: ಇ-ಪೇಪರ್ xyxy=(793,20,825,30)
person xyxy=(537,537,571,595)
paragraph: ಲೆನಕಪಾವಿರ್ ಮತ್ತು ಇತರ ಔಷಧಿಗಳ ಅನುಷ್ಠಾನಕ್ಕಾಗಿ ಯಶಸ್ವಿ ಸಂಖ್ಯೆ 5,000 ಫಲಿತಾಂಶಮೊದಲನೆಯದಾಗಿ 1 ಪ್ರಯೋಗವು ಉಗಾಂಡಾದ ಮತ್ತು ಸ್ಥಳಗಳಲ್ಲಿ ಮತ್ತು ಂದ್ರಗೆ ಆಪ್ರಿಕಾದ 25 ಸ್ಥಳಗಳಲ್ಲಿ ನಡೆಸಲಾಯಿತು. xyxy=(611,1110,759,1138)
paragraph: ಭಾರತ ಮತ್ತು ರಷ್ಯಾ ನಡುವಿನ ದ್ವಿಪಕ್ಷೀಯ ವ್ಯಾಪಾರವು ಹಲವಾರು ಪಟ್ಟುಗಳಿದ್ದವು ಆದರೆ, ಇದು ಹೆಚ್ಚು ಅಸಮತೋಲನವನ್ನು ಹೊಂದಿದೆ. ವ್ಯಾಪಾರ ಸಮತೋಲನ ಅಥವಾ ಪ್ರಮಾಣವು ಪ್ರಸ್ತುತದ ಭಾರತ ಮಾಧ್ಯಮ ಸಂಂಬಂಧದಲ್ಲಿ ಮಾತನಾಡಿದ ಅನುಸರಣೆ ಮಾಡಲಿದ್ದಾರೆ. ನಿರಂತರ ಪಾವತಿಗೆ ರಷ್ಯಾದ ಬಾಕಿ ಪ್ರಮಾಣ 2023–24ರಲ್ಲಿ ಶೇ.ನ ಎಂಟೆ ಕಂಡಿದೆ. ಅವರ ರಷ್ಯಾದ ಸರ್ಕಾರಿ ಬಂದಾದ ಇಂಧನ ಸರಬರಾಜುದಾರರಾಗಿ 65 ಕಪಿತೇಬಲ ಡಾಲರ್ xyxy=(22,286,168,356)
application-document-photo xyxy=(547,768,730,943)
